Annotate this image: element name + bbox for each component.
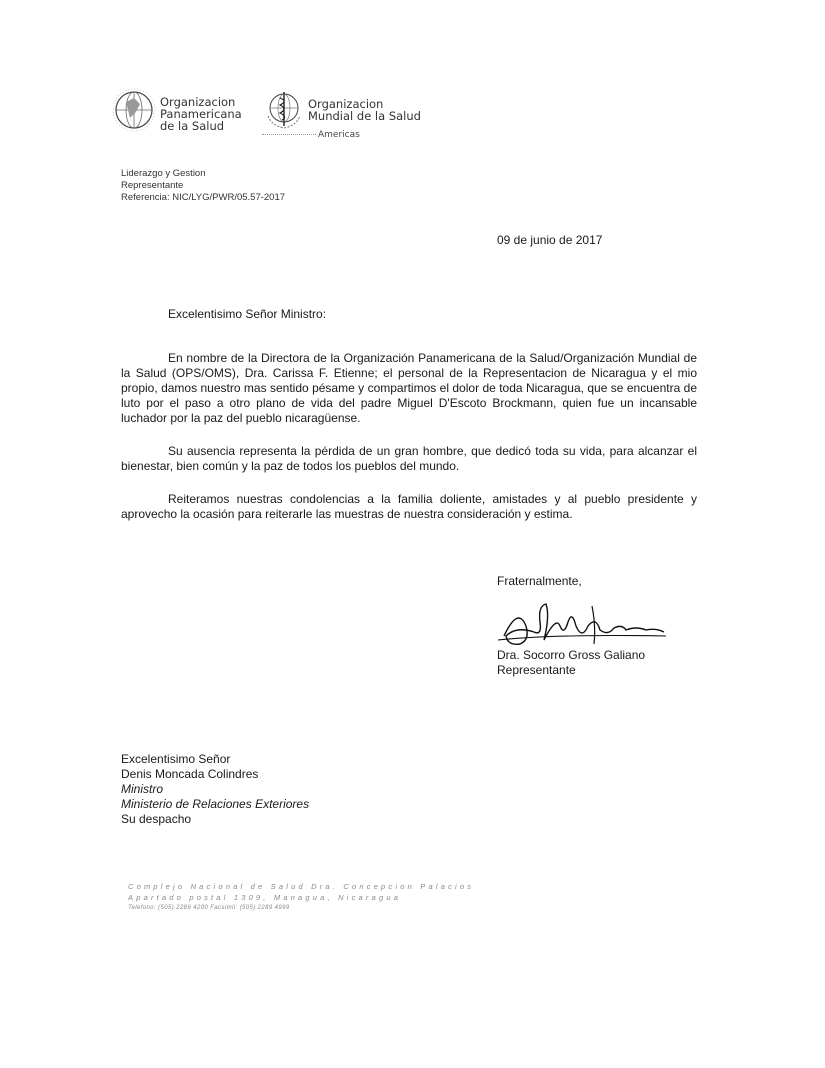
- footer-contact-line: Telefono: (505) 2289 4200 Facsimil: (505) 2289 4999: [128, 905, 290, 911]
- addressee-office: Su despacho: [121, 812, 192, 826]
- signer-title: Representante: [497, 663, 576, 677]
- handwritten-signature: [496, 596, 668, 652]
- addressee-block: [121, 752, 309, 827]
- who-region-label: Americas: [318, 130, 360, 140]
- footer-address-line: Complejo Nacional de Salud Dra. Concepcion Palacios: [128, 882, 475, 891]
- body-paragraph-3: Reiteramos nuestras condolencias a la familia doliente, amistades y al pueblo presidente y aprovecho la ocasión para reiterarle las muestras de nuestra consideración y estima.: [121, 492, 697, 521]
- letter-body: [121, 351, 697, 540]
- salutation: Excelentisimo Señor Ministro:: [168, 307, 327, 321]
- signer-name: Dra. Socorro Gross Galiano: [497, 648, 646, 662]
- reference-line: Referencia: NIC/LYG/PWR/05.57-2017: [121, 192, 286, 203]
- addressee-title: Ministro: [121, 782, 164, 796]
- department-line: Liderazgo y Gestion: [121, 168, 206, 179]
- letter-date: 09 de junio de 2017: [497, 233, 603, 247]
- signer-block: [497, 648, 645, 678]
- addressee-honorific: Excelentisimo Señor: [121, 752, 231, 766]
- role-line: Representante: [121, 180, 184, 191]
- paho-logo-text: Organizacion Panamericana de la Salud: [160, 95, 242, 133]
- letterhead-logos: [112, 88, 432, 148]
- addressee-ministry: Ministerio de Relaciones Exteriores: [121, 797, 310, 811]
- letter-meta: [121, 168, 285, 204]
- body-paragraph-1: En nombre de la Directora de la Organización Panamericana de la Salud/Organización Mundial de la Salud (OPS/OMS), Dra. Carissa F. Etienne; el personal de la Representacion de Nicaragua y el mio propio, damos nuestro mas sentido pésame y compartimos el dolor de toda Nicaragua, que se encuentra de luto por el paso a otro plano de vida del padre Miguel D'Escoto Brockmann, quien fue un incansable luchador por la paz del pueblo nicaragüense.: [121, 351, 697, 425]
- addressee-name: Denis Moncada Colindres: [121, 767, 259, 781]
- who-region-divider: [262, 134, 316, 135]
- who-emblem-icon: [262, 88, 306, 137]
- letter-footer: [128, 881, 474, 913]
- footer-postal-line: Apartado postal 1309, Managua, Nicaragua: [128, 893, 402, 902]
- who-logo-text: Organizacion Mundial de la Salud: [308, 97, 421, 123]
- paho-globe-icon: [112, 88, 156, 137]
- closing: Fraternalmente,: [497, 574, 582, 588]
- body-paragraph-2: Su ausencia representa la pérdida de un gran hombre, que dedicó toda su vida, para alcanzar el bienestar, bien común y la paz de todos los pueblos del mundo.: [121, 444, 697, 473]
